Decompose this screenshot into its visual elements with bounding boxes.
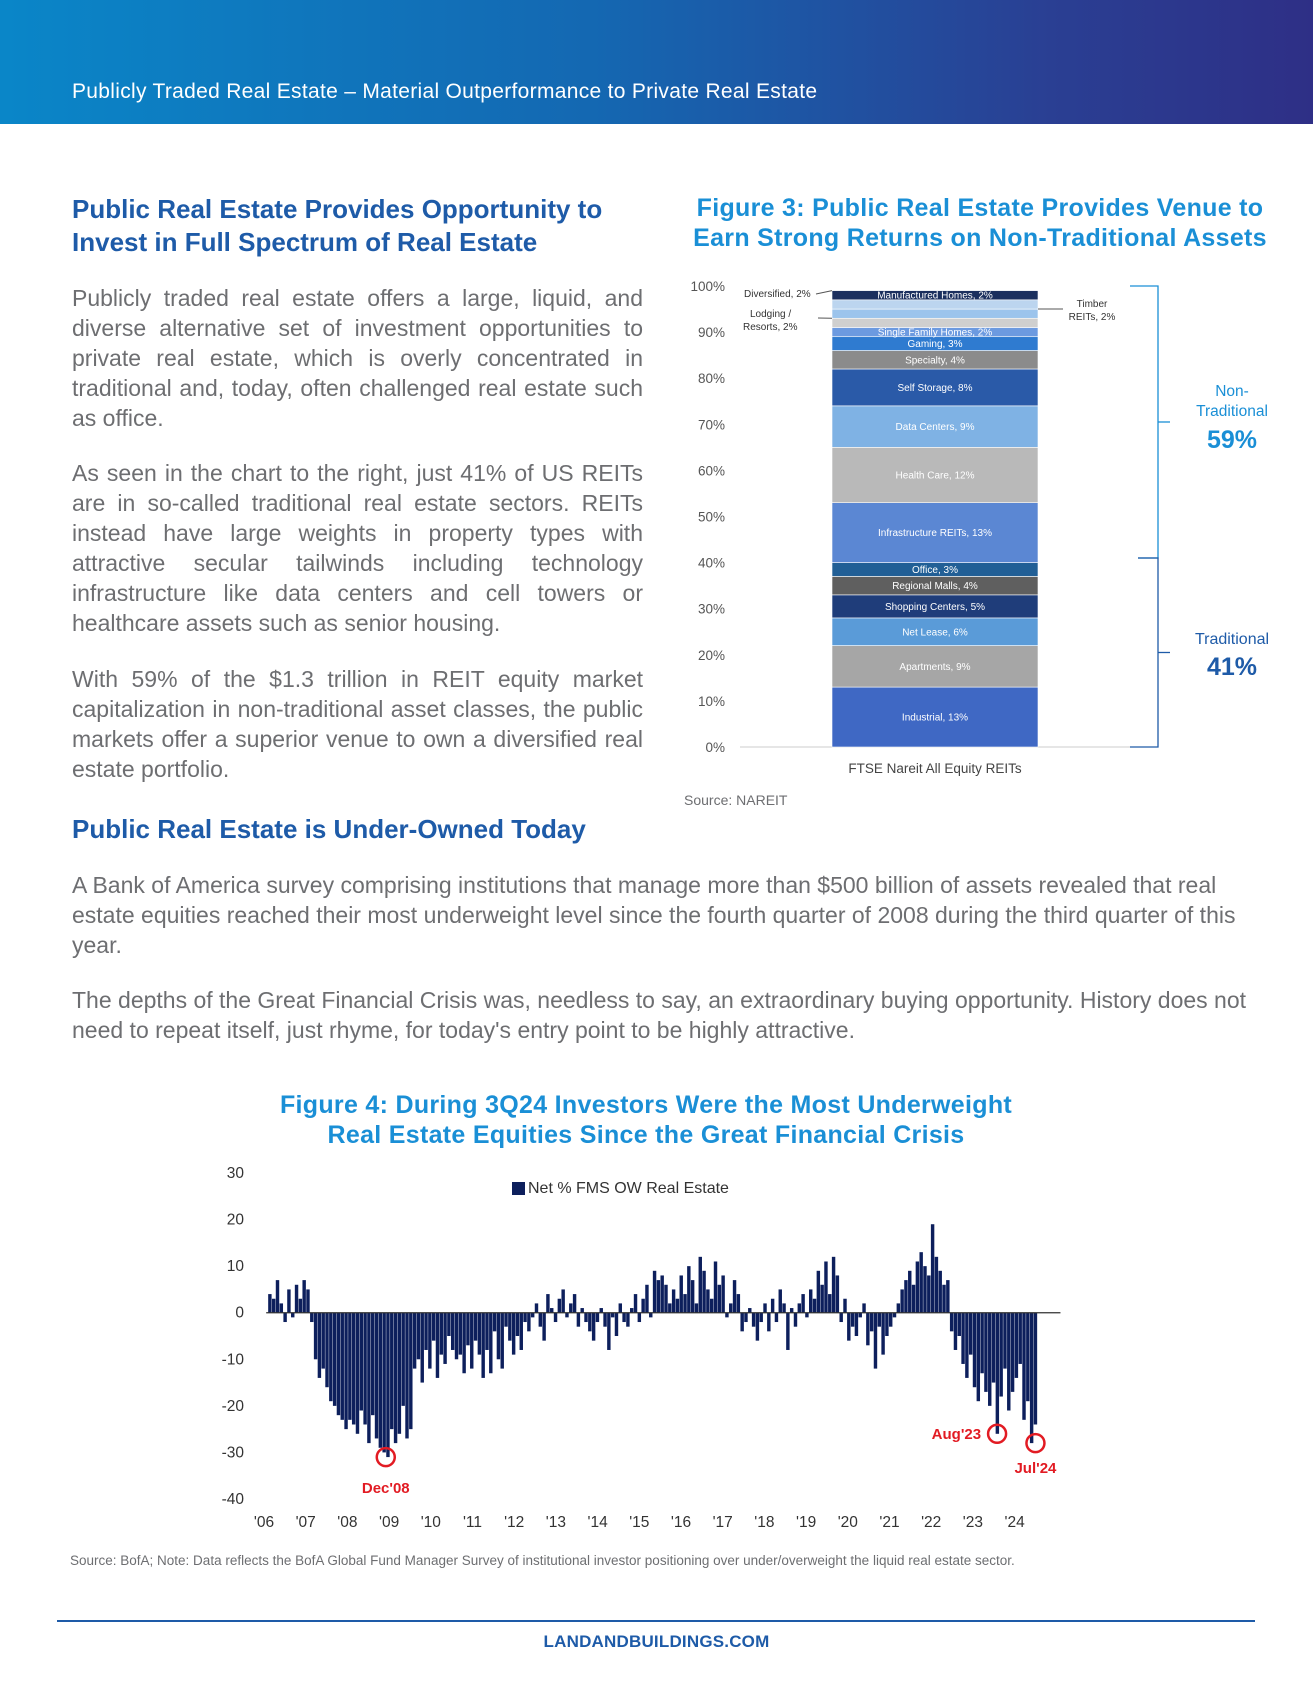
footer-divider [57,1620,1255,1622]
fms-bar [950,1313,953,1332]
fms-bar [660,1275,663,1312]
x-tick-label: '15 [629,1514,650,1531]
fms-bar [356,1313,359,1434]
fms-bar [584,1313,587,1322]
fms-bar [596,1313,599,1322]
fms-bar [961,1313,964,1364]
traditional-label: Traditional [1194,631,1270,648]
fms-bar [668,1303,671,1312]
fms-bar [276,1280,279,1313]
figure-4-title [146,1090,1146,1150]
fms-bar [786,1313,789,1350]
bar-segment-lodging-resorts [832,318,1038,327]
fms-bar [977,1313,980,1401]
x-tick-label: '06 [253,1514,275,1531]
x-tick-label: '08 [337,1514,358,1531]
fms-bar [942,1285,945,1313]
fms-bar [588,1313,591,1332]
fms-bar [367,1313,370,1443]
fms-bar [939,1271,942,1313]
fms-bar [333,1313,336,1406]
fms-bar [470,1313,473,1369]
fms-bar [405,1313,408,1439]
y-tick-label: -10 [221,1351,244,1369]
fms-bar [306,1289,309,1312]
figure-3-stacked-bar-chart [680,270,1280,790]
x-tick-label: '19 [795,1514,817,1531]
fms-bar [744,1313,747,1322]
fms-bar [980,1313,983,1374]
fms-bar [794,1313,797,1327]
fms-bar [832,1257,835,1313]
fms-bar [615,1313,618,1336]
fms-bar [558,1299,561,1313]
bracket-non-traditional [1130,286,1158,558]
y-tick-label: 100% [690,279,725,294]
fms-bar [1022,1313,1025,1420]
fms-bar [611,1313,614,1318]
fms-bar [638,1313,641,1322]
fms-bar [801,1294,804,1313]
callout-timber-line-1: Timber [1076,299,1108,310]
fms-bar [363,1313,366,1425]
segment-label: Specialty, 4% [905,355,965,367]
segment-label: Manufactured Homes, 2% [877,290,993,302]
fms-bar [958,1313,961,1336]
fms-bar [996,1313,999,1434]
fms-bar [493,1313,496,1332]
fms-bar [923,1266,926,1313]
fms-bar [421,1313,424,1383]
fms-bar [824,1261,827,1312]
fms-bar [904,1280,907,1313]
fms-bar [508,1313,511,1341]
y-tick-label: 20% [697,647,725,663]
fms-bar [969,1313,972,1355]
fms-bar [1015,1313,1018,1378]
fms-bar [299,1299,302,1313]
fms-bar [295,1285,298,1313]
fms-bar [954,1313,957,1350]
fms-bar [740,1313,743,1332]
x-tick-label: '22 [921,1514,942,1531]
fms-bar [900,1289,903,1312]
fms-bar [798,1303,801,1312]
y-tick-label: 30% [697,601,725,617]
fms-bar [325,1313,328,1388]
fms-bar [630,1308,633,1313]
fms-bar [592,1313,595,1341]
fms-bar [619,1303,622,1312]
fms-bar [847,1313,850,1341]
fms-bar [394,1313,397,1443]
y-tick-label: 10% [697,693,725,709]
fms-bar [550,1308,553,1313]
fms-bar [398,1313,401,1434]
annotation-label: Aug'23 [931,1425,982,1443]
fms-bar [919,1252,922,1313]
fms-bar [634,1294,637,1313]
figure-4-fms-bar-chart [200,1160,1080,1540]
x-tick-label: '23 [962,1514,984,1531]
fms-bar [462,1313,465,1374]
y-tick-label: 40% [697,555,725,571]
figure-3-title-line-2: Earn Strong Returns on Non-Traditional Assets [693,224,1267,252]
fms-bar [535,1303,538,1312]
fms-bar [382,1313,385,1453]
fms-bar [931,1224,934,1312]
fms-bar [706,1289,709,1312]
segment-label: Industrial, 13% [901,712,969,724]
fms-bar [820,1285,823,1313]
figure-3-title [680,193,1280,253]
fms-bar [984,1313,987,1392]
fms-bar [813,1299,816,1313]
fms-bar [897,1303,900,1312]
fms-bar [779,1289,782,1312]
x-tick-label: '13 [545,1514,567,1531]
x-tick-label: '14 [587,1514,608,1531]
fms-bar [874,1313,877,1369]
fms-bar [436,1313,439,1378]
annotation-circle [1026,1434,1044,1452]
fms-bar [481,1313,484,1378]
y-tick-label: 0% [705,740,725,755]
section-heading-opportunity [72,193,672,259]
fms-bar [817,1271,820,1313]
fms-bar [782,1303,785,1312]
fms-bar [729,1303,732,1312]
x-tick-label: '24 [1004,1514,1025,1531]
segment-label: Health Care, 12% [895,470,975,482]
paragraph-41-percent: As seen in the chart to the right, just 41% of US REITs are in so-called traditional real estate sectors. REITs instead have large weights in property types with attractive secular tailwinds including technology infrastructure like data centers and cell towers or healthcare assets such as senior housing. [72,460,643,636]
segment-label: Shopping Centers, 5% [884,601,986,613]
fms-bar [839,1313,842,1322]
non-traditional-percent: 59% [1206,426,1258,454]
segment-label: Infrastructure REITs, 13% [878,528,992,540]
figure-4-title-line-1: Figure 4: During 3Q24 Investors Were the Most Underweight [279,1091,1013,1119]
x-tick-label: '21 [879,1514,900,1531]
figure-4-title-line-2: Real Estate Equities Since the Great Financial Crisis [327,1121,965,1149]
fms-bar [885,1313,888,1336]
fms-bar [318,1313,321,1378]
fms-bar [432,1313,435,1341]
fms-bar [485,1313,488,1350]
y-tick-label: 10 [226,1258,244,1276]
x-tick-label: '10 [420,1514,441,1531]
fms-bar [676,1299,679,1313]
fms-bar [337,1313,340,1415]
fms-bar [878,1313,881,1327]
fms-bar [622,1313,625,1322]
fms-bar [702,1271,705,1313]
fms-bar [893,1313,896,1318]
fms-bar [504,1313,507,1327]
fms-bar [710,1299,713,1313]
fms-bar [371,1313,374,1415]
fms-bar [763,1303,766,1312]
x-tick-label: '20 [837,1514,858,1531]
paragraph-public-offers: Publicly traded real estate offers a large, liquid, and diverse alternative set of investment opportunities to private real estate, which is overly concentrated in traditional and, today, often challenged real estate such as office. [72,285,643,431]
bracket-traditional [1130,558,1158,747]
segment-label: Single Family Homes, 2% [877,327,993,339]
fms-bar [554,1313,557,1322]
fms-bar [992,1313,995,1383]
fms-bar [695,1303,698,1312]
fms-bar [466,1313,469,1346]
segment-label: Regional Malls, 4% [892,581,978,593]
legend-swatch [512,1182,525,1195]
callout-lodging-line-2: Resorts, 2% [743,322,798,333]
x-tick-label: '17 [712,1514,733,1531]
fms-bar [626,1313,629,1327]
x-tick-label: '07 [295,1514,316,1531]
x-tick-label: '16 [670,1514,692,1531]
fms-bar [718,1285,721,1313]
fms-bar [657,1280,660,1313]
fms-bar [737,1294,740,1313]
fms-bar [546,1294,549,1313]
fms-bar [649,1313,652,1318]
fms-bar [946,1280,949,1313]
fms-bar [424,1313,427,1350]
fms-bar [428,1313,431,1369]
fms-bar [379,1313,382,1448]
fms-bar [375,1313,378,1439]
fms-bar [733,1280,736,1313]
callout-line-diversified [816,291,832,294]
fms-bar [360,1313,363,1411]
fms-bar [973,1313,976,1388]
fms-bar [836,1275,839,1312]
fms-bar [531,1313,534,1318]
y-tick-label: -20 [221,1397,244,1415]
fms-bar [805,1313,808,1318]
fms-bar [474,1313,477,1341]
fms-bar [1026,1313,1029,1401]
legend-label: Net % FMS OW Real Estate [528,1180,729,1197]
fms-bar [268,1294,271,1313]
non-traditional-label-line-1: Non- [1215,383,1249,400]
segment-label: Apartments, 9% [899,661,971,673]
fms-bar [561,1289,564,1312]
fms-bar [489,1313,492,1374]
segment-label: Gaming, 3% [907,339,963,351]
fms-bar [653,1271,656,1313]
fms-bar [1034,1313,1037,1425]
fms-bar [748,1308,751,1313]
y-tick-label: 20 [226,1211,244,1229]
fms-bar [645,1285,648,1313]
fms-bar [280,1303,283,1312]
fms-bar [329,1313,332,1401]
x-tick-label: '12 [504,1514,525,1531]
y-tick-label: 80% [697,371,725,387]
fms-bar [352,1313,355,1425]
section-heading-under-owned: Public Real Estate is Under-Owned Today [72,814,586,844]
fms-bar [302,1280,305,1313]
fms-bar [859,1313,862,1318]
fms-bar [935,1257,938,1313]
fms-bar [988,1313,991,1406]
heading-line-1: Public Real Estate Provides Opportunity to [72,194,603,224]
fms-bar [680,1275,683,1312]
callout-diversified: Diversified, 2% [744,289,811,300]
fms-bar [447,1313,450,1336]
fms-bar [283,1313,286,1322]
segment-label: Office, 3% [912,565,958,577]
fms-bar [714,1261,717,1312]
fms-bar [523,1313,526,1322]
fms-bar [855,1313,858,1336]
y-tick-label: -40 [221,1491,244,1508]
fms-bar [607,1313,610,1350]
fms-bar [687,1266,690,1313]
fms-bar [809,1289,812,1312]
figure-3-source: Source: NAREIT [684,792,788,808]
fms-bar [672,1289,675,1312]
fms-bar [775,1313,778,1322]
fms-bar [291,1313,294,1318]
fms-bar [999,1313,1002,1397]
traditional-percent: 41% [1206,653,1258,681]
fms-bar [683,1294,686,1313]
fms-bar [527,1313,530,1332]
fms-bar [767,1313,770,1332]
fms-bar [573,1294,576,1313]
fms-bar [478,1313,481,1355]
fms-bar [565,1313,568,1318]
fms-bar [310,1313,313,1322]
paragraph-59-percent: With 59% of the $1.3 trillion in REIT equity market capitalization in non-traditional asset classes, the public markets offer a superior venue to own a diversified real estate portfolio. [72,666,643,782]
fms-bar [1003,1313,1006,1369]
fms-bar [501,1313,504,1369]
page-header-title: Publicly Traded Real Estate – Material Outperformance to Private Real Estate [72,80,818,103]
fms-bar [870,1313,873,1332]
header-banner [0,0,1313,124]
fms-bar [691,1280,694,1313]
fms-bar [451,1313,454,1350]
fms-bar [881,1313,884,1355]
figure-3-title-line-1: Figure 3: Public Real Estate Provides Venue to [696,194,1264,222]
fms-bar [341,1313,344,1420]
annotation-label: Jul'24 [1014,1460,1057,1478]
fms-bar [721,1275,724,1312]
bar-segment-timber-reits [832,309,1038,318]
fms-bar [580,1308,583,1313]
paragraph-gfc-opportunity: The depths of the Great Financial Crisis was, needless to say, an extraordinary buying opportunity. History does not need to repeat itself, just rhyme, for today's entry point to be highly attractive. [72,987,1247,1043]
y-tick-label: 70% [697,417,725,433]
fms-bar [497,1313,500,1360]
fms-bar [699,1257,702,1313]
segment-label: Self Storage, 8% [897,382,973,394]
fms-bar [828,1294,831,1313]
fms-bar [542,1313,545,1341]
fms-bar [348,1313,351,1420]
y-tick-label: 30 [226,1165,244,1182]
fms-bar [459,1313,462,1355]
fms-bar [520,1313,523,1350]
fms-bar [321,1313,324,1369]
non-traditional-label-line-2: Traditional [1196,403,1268,420]
fms-bar [790,1308,793,1313]
y-tick-label: 60% [697,463,725,479]
fms-bar [386,1313,389,1457]
callout-lodging-line-1: Lodging / [750,309,792,320]
fms-bar [443,1313,446,1364]
footer-website[interactable]: LANDANDBUILDINGS.COM [543,1632,770,1651]
x-tick-label: '09 [378,1514,400,1531]
heading-line-2: Invest in Full Spectrum of Real Estate [72,227,538,257]
fms-bar [927,1275,930,1312]
annotation-label: Dec'08 [361,1480,410,1498]
fms-bar [603,1313,606,1327]
fms-bar [759,1313,762,1322]
fms-bar [417,1313,420,1360]
fms-bar [866,1313,869,1346]
fms-bar [539,1313,542,1327]
fms-bar [916,1261,919,1312]
fms-bar [1018,1313,1021,1364]
fms-bar [600,1308,603,1313]
fms-bar [390,1313,393,1429]
fms-bar [413,1313,416,1369]
fms-bar [756,1313,759,1341]
fms-bar [440,1313,443,1355]
fms-bar [641,1299,644,1313]
fms-bar [843,1299,846,1313]
segment-label: Net Lease, 6% [902,627,968,639]
y-tick-label: 90% [697,325,725,341]
fms-bar [272,1299,275,1313]
segment-label: Data Centers, 9% [895,422,975,434]
fms-bar [1007,1313,1010,1411]
fms-bar [344,1313,347,1429]
fms-bar [287,1289,290,1312]
fms-bar [409,1313,412,1429]
fms-bar [889,1313,892,1327]
fms-bar [771,1299,774,1313]
fms-bar [664,1285,667,1313]
fms-bar [1011,1313,1014,1392]
x-axis-label: FTSE Nareit All Equity REITs [848,761,1022,776]
x-tick-label: '18 [754,1514,775,1531]
fms-bar [314,1313,317,1360]
fms-bar [569,1303,572,1312]
fms-bar [851,1313,854,1327]
fms-bar [725,1313,728,1318]
x-tick-label: '11 [462,1514,483,1531]
fms-bar [455,1313,458,1360]
fms-bar [516,1313,519,1336]
fms-bar [965,1313,968,1378]
callout-timber-line-2: REITs, 2% [1068,312,1116,323]
fms-bar [862,1303,865,1312]
y-tick-label: -30 [221,1444,244,1462]
figure-4-source: Source: BofA; Note: Data reflects the BofA Global Fund Manager Survey of institutional investor positioning over under/overweight the liquid real estate sector. [70,1553,1015,1568]
fms-bar [512,1313,515,1355]
fms-bar [577,1313,580,1327]
fms-bar [401,1313,404,1406]
fms-bar [1030,1313,1033,1443]
y-tick-label: 50% [697,509,725,525]
paragraph-bofa-survey: A Bank of America survey comprising institutions that manage more than $500 billion of assets revealed that real estate equities reached their most underweight level since the fourth quarter of 2008 during the third quarter of this year. [72,872,1236,958]
fms-bar [912,1285,915,1313]
y-tick-label: 0 [235,1304,244,1322]
fms-bar [908,1271,911,1313]
fms-bar [752,1313,755,1327]
